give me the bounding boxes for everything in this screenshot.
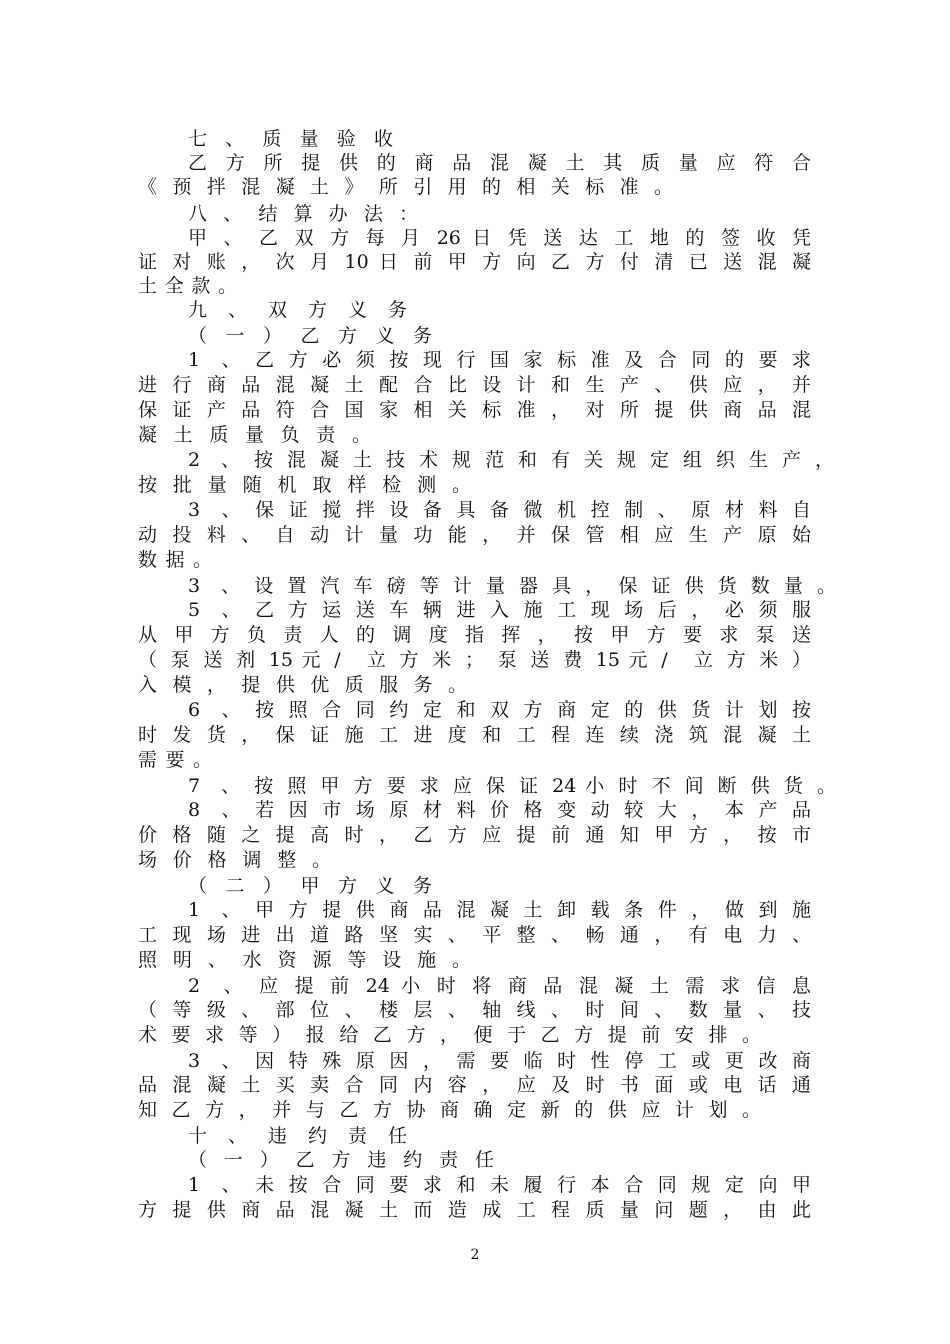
text-line: 3 、 设 置 汽 车 磅 等 计 量 器 具 ， 保 证 供 货 数 量 。 — [188, 575, 837, 597]
text-line: 3 、 因 特 殊 原 因 ， 需 要 临 时 性 停 工 或 更 改 商 — [188, 1050, 812, 1072]
text-line: 术 要 求 等 ） 报 给 乙 方 ， 便 于 乙 方 提 前 安 排 。 — [138, 1024, 762, 1046]
text-line: 6 、 按 照 合 同 约 定 和 双 方 商 定 的 供 货 计 划 按 — [188, 699, 812, 721]
text-line: 2 、 应 提 前 24 小 时 将 商 品 混 凝 土 需 求 信 息 — [188, 975, 812, 997]
text-line: （ 等 级 、 部 位 、 楼 层 、 轴 线 、 时 间 、 数 量 、 技 — [138, 999, 812, 1021]
text-line: 按 批 量 随 机 取 样 检 测 。 — [138, 474, 472, 496]
text-line: 土 全 款 。 — [138, 275, 238, 297]
text-line: 凝 土 质 量 负 责 。 — [138, 424, 372, 446]
text-line: （ 泵 送 剂 15 元 / 立 方 米 ； 泵 送 费 15 元 / 立 方 米 ） — [138, 649, 812, 671]
text-line: 甲 、 乙 双 方 每 月 26 日 凭 送 达 工 地 的 签 收 凭 — [188, 227, 812, 249]
text-line: 九 、 双 方 义 务 — [188, 299, 408, 321]
text-line: 1 、 甲 方 提 供 商 品 混 凝 土 卸 载 条 件 ， 做 到 施 — [188, 899, 812, 921]
text-line: 保 证 产 品 符 合 国 家 相 关 标 准 ， 对 所 提 供 商 品 混 — [138, 399, 812, 421]
text-line: 八 、 结 算 办 法 ： — [188, 203, 419, 225]
text-line: 价 格 随 之 提 高 时 ， 乙 方 应 提 前 通 知 甲 方 ， 按 市 — [138, 824, 812, 846]
text-line: 进 行 商 品 混 凝 土 配 合 比 设 计 和 生 产 、 供 应 ， 并 — [138, 374, 812, 396]
text-line: 品 混 凝 土 买 卖 合 同 内 容 ， 应 及 时 书 面 或 电 话 通 — [138, 1074, 812, 1096]
text-line: 1 、 乙 方 必 须 按 现 行 国 家 标 准 及 合 同 的 要 求 — [188, 349, 812, 371]
text-line: （ 二 ） 甲 方 义 务 — [188, 875, 433, 897]
text-line: 2 、 按 混 凝 土 技 术 规 范 和 有 关 规 定 组 织 生 产 ， — [188, 449, 835, 471]
text-line: 7 、 按 照 甲 方 要 求 应 保 证 24 小 时 不 间 断 供 货 。 — [188, 775, 837, 797]
text-line: 《 预 拌 混 凝 土 》 所 引 用 的 相 关 标 准 。 — [138, 176, 674, 198]
text-line: 证 对 账 ， 次 月 10 日 前 甲 方 向 乙 方 付 清 已 送 混 凝 — [138, 251, 812, 273]
text-line: 数 据 。 — [138, 549, 213, 571]
text-line: （ 一 ） 乙 方 违 约 责 任 — [188, 1149, 495, 1171]
text-line: 十 、 违 约 责 任 — [188, 1125, 408, 1147]
text-line: 5 、 乙 方 运 送 车 辆 进 入 施 工 现 场 后 ， 必 须 服 — [188, 599, 812, 621]
text-line: 七 、 质 量 验 收 — [188, 128, 394, 150]
text-line: 3 、 保 证 搅 拌 设 备 具 备 微 机 控 制 、 原 材 料 自 — [188, 499, 812, 521]
text-line: 乙 方 所 提 供 的 商 品 混 凝 土 其 质 量 应 符 合 — [188, 152, 812, 174]
text-line: 8 、 若 因 市 场 原 材 料 价 格 变 动 较 大 ， 本 产 品 — [188, 799, 812, 821]
text-line: 入 模 ， 提 供 优 质 服 务 。 — [138, 674, 468, 696]
text-line: （ 一 ） 乙 方 义 务 — [188, 325, 433, 347]
text-line: 照 明 、 水 资 源 等 设 施 。 — [138, 949, 472, 971]
page-number: 2 — [470, 1247, 480, 1263]
text-line: 从 甲 方 负 责 人 的 调 度 指 挥 ， 按 甲 方 要 求 泵 送 — [138, 624, 812, 646]
text-line: 方 提 供 商 品 混 凝 土 而 造 成 工 程 质 量 问 题 ， 由 此 — [138, 1199, 812, 1221]
text-line: 场 价 格 调 整 。 — [138, 849, 332, 871]
text-line: 动 投 料 、 自 动 计 量 功 能 ， 并 保 管 相 应 生 产 原 始 — [138, 524, 812, 546]
text-line: 需 要 。 — [138, 749, 213, 771]
text-line: 时 发 货 ， 保 证 施 工 进 度 和 工 程 连 续 浇 筑 混 凝 土 — [138, 724, 812, 746]
text-line: 1 、 未 按 合 同 要 求 和 未 履 行 本 合 同 规 定 向 甲 — [188, 1174, 812, 1196]
text-line: 知 乙 方 ， 并 与 乙 方 协 商 确 定 新 的 供 应 计 划 。 — [138, 1099, 762, 1121]
text-line: 工 现 场 进 出 道 路 坚 实 、 平 整 、 畅 通 ， 有 电 力 、 — [138, 924, 812, 946]
